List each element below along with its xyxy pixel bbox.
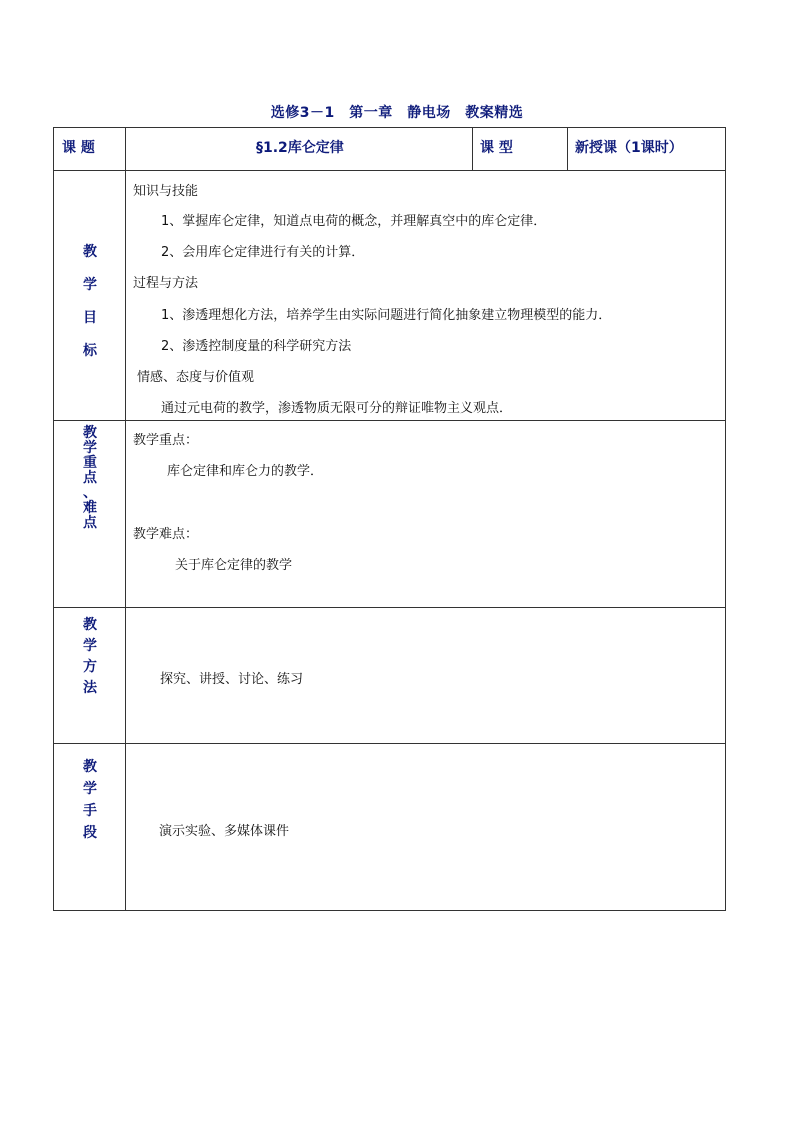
column-divider xyxy=(567,128,568,170)
row-divider xyxy=(54,607,725,608)
difficulty-title: 教学难点： xyxy=(133,527,199,542)
document-title: 选修3－1 第一章 静电场 教案精选 xyxy=(270,105,524,121)
methods-label: 教 学 方 法 xyxy=(83,617,97,696)
methods-text: 探究、讲授、讨论、练习 xyxy=(160,672,304,687)
key-points-label: 教 学 重 点 、 难 点 xyxy=(83,425,97,531)
row-divider xyxy=(54,743,725,744)
objective-heading-knowledge: 知识与技能 xyxy=(133,184,199,199)
objective-item: 1、掌握库仑定律，知道点电荷的概念，并理解真空中的库仑定律． xyxy=(161,214,547,229)
focus-title: 教学重点： xyxy=(133,433,199,448)
type-value: 新授课（1课时） xyxy=(575,140,683,156)
column-divider xyxy=(472,128,473,170)
row-divider xyxy=(54,170,725,171)
row-divider xyxy=(54,420,725,421)
difficulty-text: 关于库仑定律的教学 xyxy=(175,558,293,573)
objective-item: 通过元电荷的教学，渗透物质无限可分的辩证唯物主义观点． xyxy=(161,401,513,416)
type-label: 课 型 xyxy=(480,140,513,156)
means-text: 演示实验、多媒体课件 xyxy=(159,824,290,839)
lesson-plan-table xyxy=(53,127,726,911)
objective-heading-process: 过程与方法 xyxy=(133,276,199,291)
objective-item: 2、渗透控制度量的科学研究方法 xyxy=(161,339,352,354)
focus-text: 库仑定律和库仑力的教学． xyxy=(167,464,324,479)
means-label: 教 学 手 段 xyxy=(83,759,97,841)
objective-item: 2、会用库仑定律进行有关的计算． xyxy=(161,245,365,260)
objective-heading-attitude: 情感、态度与价值观 xyxy=(137,370,255,385)
topic-value: §1.2库仑定律 xyxy=(256,140,344,156)
objectives-label: 教 学 目 标 xyxy=(83,244,97,359)
objective-item: 1、渗透理想化方法，培养学生由实际问题进行简化抽象建立物理模型的能力． xyxy=(161,308,612,323)
topic-label: 课 题 xyxy=(62,140,95,156)
